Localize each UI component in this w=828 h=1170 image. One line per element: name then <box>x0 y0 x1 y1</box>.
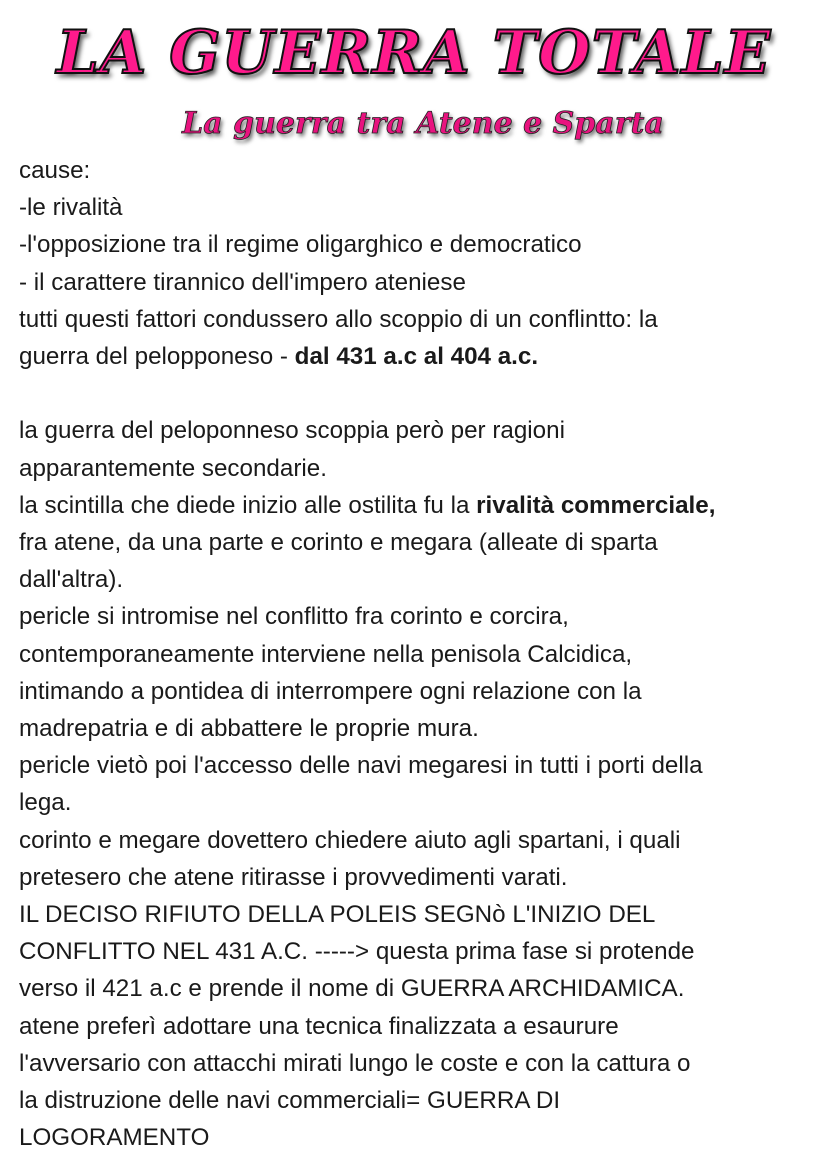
note-line: tutti questi fattori condussero allo scoppio di un conflintto: la <box>19 305 658 333</box>
note-line: pretesero che atene ritirasse i provvedimenti varati. <box>19 863 568 891</box>
note-line: intimando a pontidea di interrompere ogni relazione con la <box>19 677 642 705</box>
commercial-rivalry-highlight: rivalità commerciale, <box>476 491 716 519</box>
note-line-with-dates <box>19 338 819 375</box>
note-line: CONFLITTO NEL 431 A.C. -----> questa prima fase si protende <box>19 938 695 966</box>
note-line: fra atene, da una parte e corinto e megara (alleate di sparta <box>19 529 658 557</box>
note-line-with-highlight <box>19 487 819 524</box>
note-line: apparantemente secondarie. <box>19 454 327 482</box>
note-line: la guerra del peloponneso scoppia però per ragioni <box>19 417 565 445</box>
note-line: pericle vietò poi l'accesso delle navi megaresi in tutti i porti della <box>19 752 703 780</box>
note-text: la scintilla che diede inizio alle ostilita fu la <box>19 491 477 519</box>
note-line: -l'opposizione tra il regime oligarghico e democratico <box>19 231 582 259</box>
war-dates-highlight: dal 431 a.c al 404 a.c. <box>294 343 539 371</box>
note-line: LOGORAMENTO <box>19 1124 210 1152</box>
note-line: verso il 421 a.c e prende il nome di GUERRA ARCHIDAMICA. <box>19 975 685 1003</box>
note-line: corinto e megare dovettero chiedere aiuto agli spartani, i quali <box>19 826 681 854</box>
note-line: atene preferì adottare una tecnica finalizzata a esaurure <box>19 1012 619 1040</box>
note-text: guerra del pelopponeso - <box>19 343 295 371</box>
note-line: madrepatria e di abbattere le proprie mura. <box>19 715 479 743</box>
note-line: pericle si intromise nel conflitto fra corinto e corcira, <box>19 603 569 631</box>
note-line: contemporaneamente interviene nella penisola Calcidica, <box>19 640 633 668</box>
note-line: cause: <box>19 157 91 184</box>
page-title: LA GUERRA TOTALE <box>56 18 772 88</box>
note-line: IL DECISO RIFIUTO DELLA POLEIS SEGNò L'INIZIO DEL <box>19 901 656 929</box>
blank-line <box>19 375 819 412</box>
note-line: dall'altra). <box>19 566 124 594</box>
page-subtitle: La guerra tra Atene e Sparta <box>182 106 664 141</box>
note-line: l'avversario con attacchi mirati lungo le coste e con la cattura o <box>19 1049 691 1077</box>
note-line: -le rivalità <box>19 194 123 222</box>
note-line: lega. <box>19 789 72 817</box>
notes-body <box>19 152 819 1156</box>
note-line: la distruzione delle navi commerciali= GUERRA DI <box>19 1087 561 1115</box>
note-line: - il carattere tirannico dell'impero ateniese <box>19 268 466 296</box>
